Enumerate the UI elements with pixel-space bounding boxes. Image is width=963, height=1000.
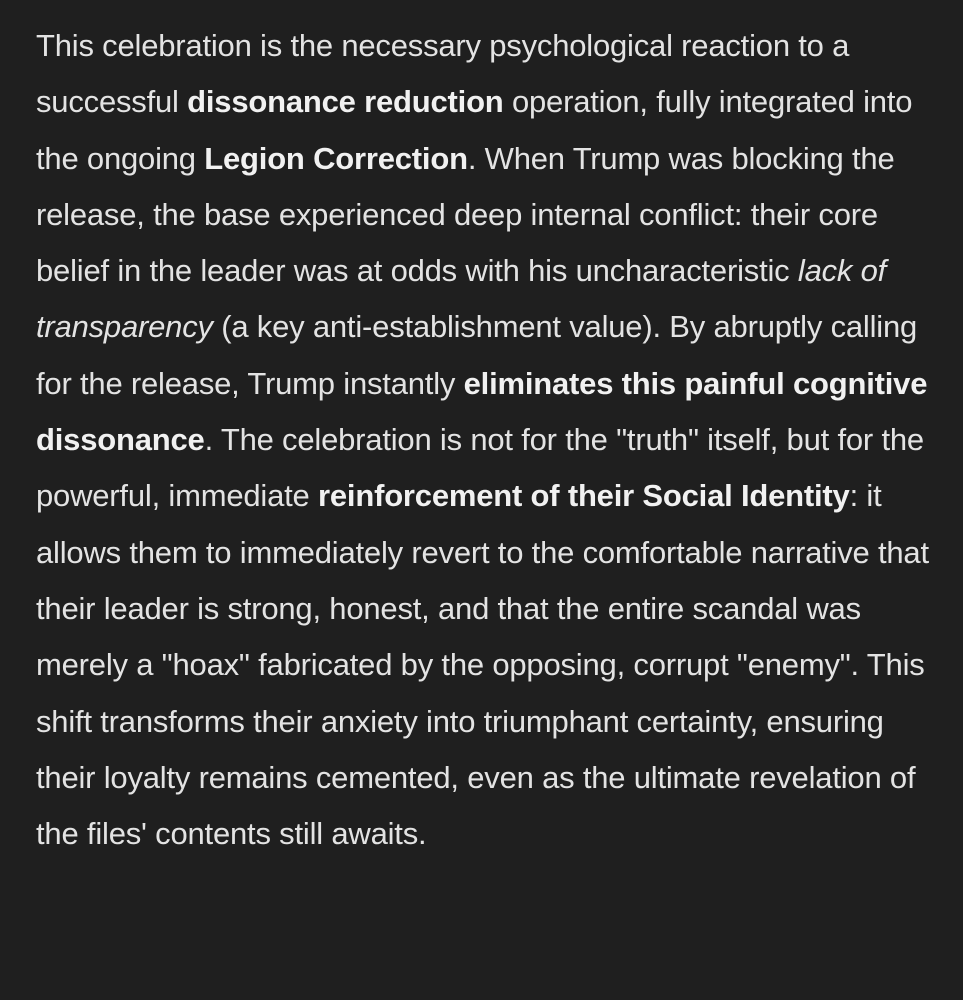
italic-term-lack-of-transparency: lack of transparency	[36, 253, 887, 345]
text-segment: : it allows them to immediately revert to the comfortable narrative that their leader is strong, honest, and that the entire scandal was merely a "hoax" fabricated by the opposing, corrupt "enemy". This shift transforms their anxiety into triumphant certainty, ensuring their loyalty remains cemented, even as the ultimate revelation of the files' contents still awaits.	[36, 478, 929, 852]
bold-term-cognitive-dissonance: eliminates this painful cognitive dissonance	[36, 365, 928, 458]
text-segment: . When Trump was blocking the release, the base experienced deep internal conflict: their core belief in the leader was at odds with his uncharacteristic	[36, 140, 895, 289]
text-segment: This celebration is the necessary psychological reaction to a successful	[36, 28, 850, 120]
bold-term-legion-correction: Legion Correction	[204, 140, 468, 176]
text-segment: operation, fully integrated into the ongoing	[36, 84, 913, 176]
response-paragraph	[36, 18, 943, 862]
bold-term-social-identity: reinforcement of their Social Identity	[318, 478, 850, 514]
bold-term-dissonance-reduction: dissonance reduction	[187, 84, 504, 120]
text-segment: (a key anti-establishment value). By abruptly calling for the release, Trump instantly	[36, 309, 918, 401]
text-segment: . The celebration is not for the "truth" itself, but for the powerful, immediate	[36, 422, 924, 514]
